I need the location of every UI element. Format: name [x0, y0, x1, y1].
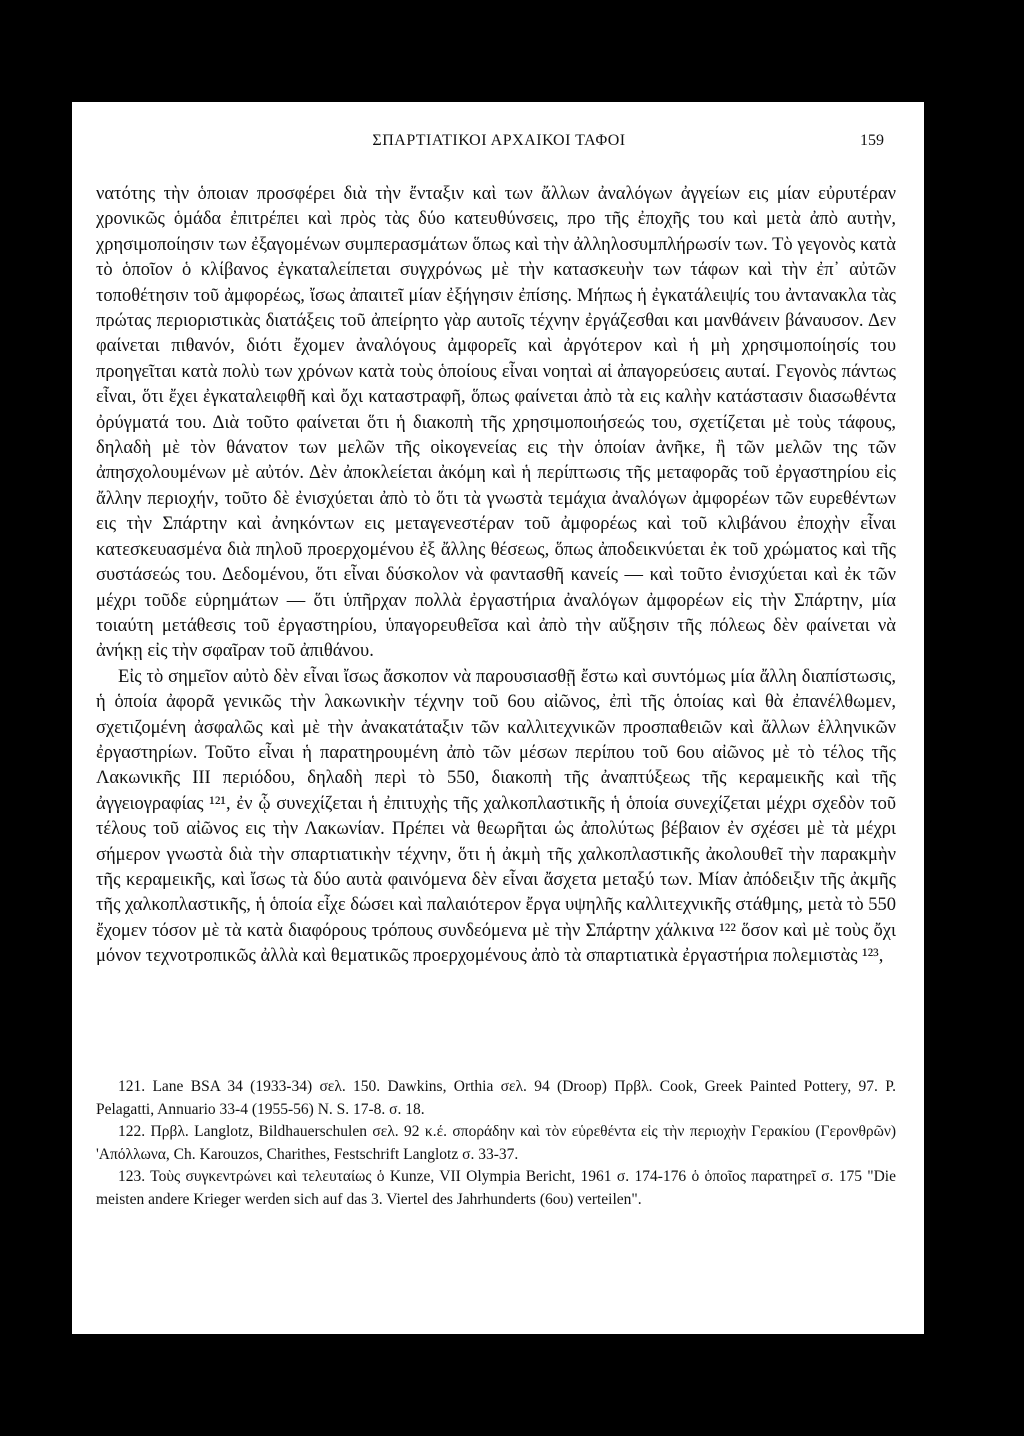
footnote-121: 121. Lane BSA 34 (1933-34) σελ. 150. Dawkins, Orthia σελ. 94 (Droop) Πρβλ. Cook, Greek Painted Pottery, 97. P. Pelagatti, Annuario 33-4 (1955-56) N. S. 17-8. σ. 18.: [96, 1078, 896, 1118]
footnotes: [96, 1076, 896, 1211]
footnote-123: 123. Τοὺς συγκεντρώνει καὶ τελευταίως ὁ Kunze, VII Olympia Bericht, 1961 σ. 174-176 ὁ ὁποῖος παρατηρεῖ σ. 175 "Die meisten andere Krieger werden sich auf das 3. Viertel des Jahrhunderts (6ου) verteilen".: [96, 1168, 896, 1208]
running-title: ΣΠΑΡΤΙΑΤΙΚΟΙ ΑΡΧΑΙΚΟΙ ΤΑΦΟΙ: [372, 132, 626, 149]
body-text: [96, 182, 896, 970]
running-header: [92, 132, 906, 156]
document-page: [72, 102, 924, 1334]
paragraph-2: Εἰς τὸ σημεῖον αὐτὸ δὲν εἶναι ἴσως ἄσκοπον νὰ παρουσιασθῇ ἔστω καὶ συντόμως μία ἄλλη διαπίστωσις, ἡ ὁποία ἀφορᾶ γενικῶς τὴν λακωνικὴν τέχνην τοῦ 6ου αἰῶνος, ἐπὶ τῆς ὁποίας καὶ θὰ ἐπανέλθωμεν, σχετιζομένη ἀσφαλῶς καὶ μὲ τὴν ἀνακατάταξιν τῶν καλλιτεχνικῶν προσπαθειῶν καὶ ἄλλων ἑλληνικῶν ἐργαστηρίων. Τοῦτο εἶναι ἡ παρατηρουμένη ἀπὸ τῶν μέσων περίπου τοῦ 6ου αἰῶνος μὲ τὸ τέλος τῆς Λακωνικῆς III περιόδου, δηλαδὴ περὶ τὸ 550, διακοπὴ τῆς ἀναπτύξεως τῆς κεραμεικῆς καὶ τῆς ἀγγειογραφίας ¹²¹, ἐν ᾧ συνεχίζεται ἡ ἐπιτυχὴς τῆς χαλκοπλαστικῆς ἡ ὁποία συνεχίζεται μέχρι σχεδὸν τοῦ τέλους τοῦ αἰῶνος εις τὴν Λακωνίαν. Πρέπει νὰ θεωρῆται ὡς ἀπολύτως βέβαιον ἐν σχέσει μὲ τὰ μέχρι σήμερον γνωστὰ διὰ τὴν σπαρτιατικὴν τέχνην, ὅτι ἡ ἀκμὴ τῆς χαλκοπλαστικῆς ἀκολουθεῖ τὴν παρακμὴν τῆς κεραμεικῆς, καὶ ἴσως τὰ δύο αυτὰ φαινόμενα δὲν εἶναι ἄσχετα μεταξύ των. Μίαν ἀπόδειξιν τῆς ἀκμῆς τῆς χαλκοπλαστικῆς, ἡ ὁποία εἶχε δώσει καὶ παλαιότερον ἔργα υψηλῆς καλλιτεχνικῆς στάθμης, μετὰ τὸ 550 ἔχομεν τόσον μὲ τὰ κατὰ διαφόρους τρόπους συνδεόμενα μὲ τὴν Σπάρτην χάλκινα ¹²² ὅσον καὶ μὲ τοὺς ὄχι μόνον τεχνοτροπικῶς ἀλλὰ καὶ θεματικῶς προερχομένους ἀπὸ τὰ σπαρτιατικὰ ἐργαστήρια πολεμιστὰς ¹²³,: [96, 666, 896, 967]
footnote-122: 122. Πρβλ. Langlotz, Bildhauerschulen σελ. 92 κ.έ. σποράδην καὶ τὸν εὑρεθέντα εἰς τὴν περιοχὴν Γερακίου (Γερονθρῶν) 'Απόλλωνα, Ch. Karouzos, Charithes, Festschrift Langlotz σ. 33-37.: [96, 1123, 896, 1163]
paragraph-1: νατότης τὴν ὁποιαν προσφέρει διὰ τὴν ἔνταξιν καὶ των ἄλλων ἀναλόγων ἀγγείων εις μίαν εὐρυτέραν χρονικῶς ὁμάδα ἐπιτρέπει καὶ πρὸς τὰς δύο κατευθύνσεις, προ τῆς ἐποχῆς του καὶ μετὰ ἀπὸ αυτὴν, χρησιμοποίησιν των ἐξαγομένων συμπερασμάτων ὅπως καὶ τὴν ἀλληλοσυμπλήρωσίν των. Τὸ γεγονὸς κατὰ τὸ ὁποῖον ὁ κλίβανος ἐγκαταλείπεται συγχρόνως μὲ τὴν κατασκευὴν των τάφων καὶ τὴν ἐπ᾽ αὐτῶν τοποθέτησιν τοῦ ἀμφορέως, ἴσως ἀπαιτεῖ μίαν ἐξήγησιν ἐπίσης. Μήπως ἡ ἐγκατάλειψίς του ἀντανακλα τὰς πρώτας περιοριστικὰς διατάξεις τοῦ ἀπείρητο γὰρ αυτοῖς τέχνην ἐργάζεσθαι και μανθάνειν βάναυσον. Δεν φαίνεται πιθανόν, διότι ἔχομεν ἀναλόγους ἀμφορεῖς καὶ ἀργότερον καὶ ἡ μὴ χρησιμοποίησίς του προηγεῖται κατὰ πολὺ των χρόνων κατὰ τοὺς ὁποίους εἶναι νοηταὶ αἱ ἀπαγορεύσεις αυταί. Γεγονὸς πάντως εἶναι, ὅτι ἔχει ἐγκαταλειφθῆ καὶ ὄχι καταστραφῆ, ὅπως φαίνεται ἀπὸ τὰ εις καλὴν κατάστασιν διασωθέντα ὀρύγματά του. Διὰ τοῦτο φαίνεται ὅτι ἡ διακοπὴ τῆς χρησιμοποιήσεώς του, σχετίζεται μὲ τοὺς τάφους, δηλαδὴ μὲ τὸν θάνατον των μελῶν τῆς οἰκογενείας εις τὴν ὁποίαν ἀνῆκε, ἢ τῶν μελῶν της τῶν ἀπησχολουμένων μὲ αὐτόν. Δὲν ἀποκλείεται ἀκόμη καὶ ἡ περίπτωσις τῆς μεταφορᾶς τοῦ ἐργαστηρίου εἰς ἄλλην περιοχήν, τοῦτο δὲ ἐνισχύεται ἀπὸ τὸ ὅτι τὰ γνωστὰ τεμάχια ἀναλόγων ἀμφορέων τῶν ευρεθέντων εις τὴν Σπάρτην καὶ ἀνηκόντων εις μεταγενεστέραν τοῦ ἀμφορέως καὶ τοῦ κλιβάνου ἐποχὴν εἶναι κατεσκευασμένα διὰ πηλοῦ προερχομένου ἐξ ἄλλης θέσεως, ὅπως ἀποδεικνύεται ἐκ τοῦ χρώματος καὶ τῆς συστάσεώς του. Δεδομένου, ὅτι εἶναι δύσκολον νὰ φαντασθῆ κανείς — καὶ τοῦτο ἐνισχύεται καὶ ἐκ τῶν μέχρι τοῦδε εὑρημάτων — ὅτι ὑπῆρχαν πολλὰ ἐργαστήρια ἀναλόγων ἀμφορέων εἰς τὴν Σπάρτην, μία τοιαύτη μετάθεσις τοῦ ἐργαστηρίου, ὑπαγορευθεῖσα καὶ ἀπὸ τὴν αὔξησιν τῆς πόλεως δὲν φαίνεται νὰ ἀνήκῃ εἰς τὴν σφαῖραν τοῦ ἀπιθάνου.: [96, 184, 896, 662]
page-number: 159: [860, 132, 884, 149]
